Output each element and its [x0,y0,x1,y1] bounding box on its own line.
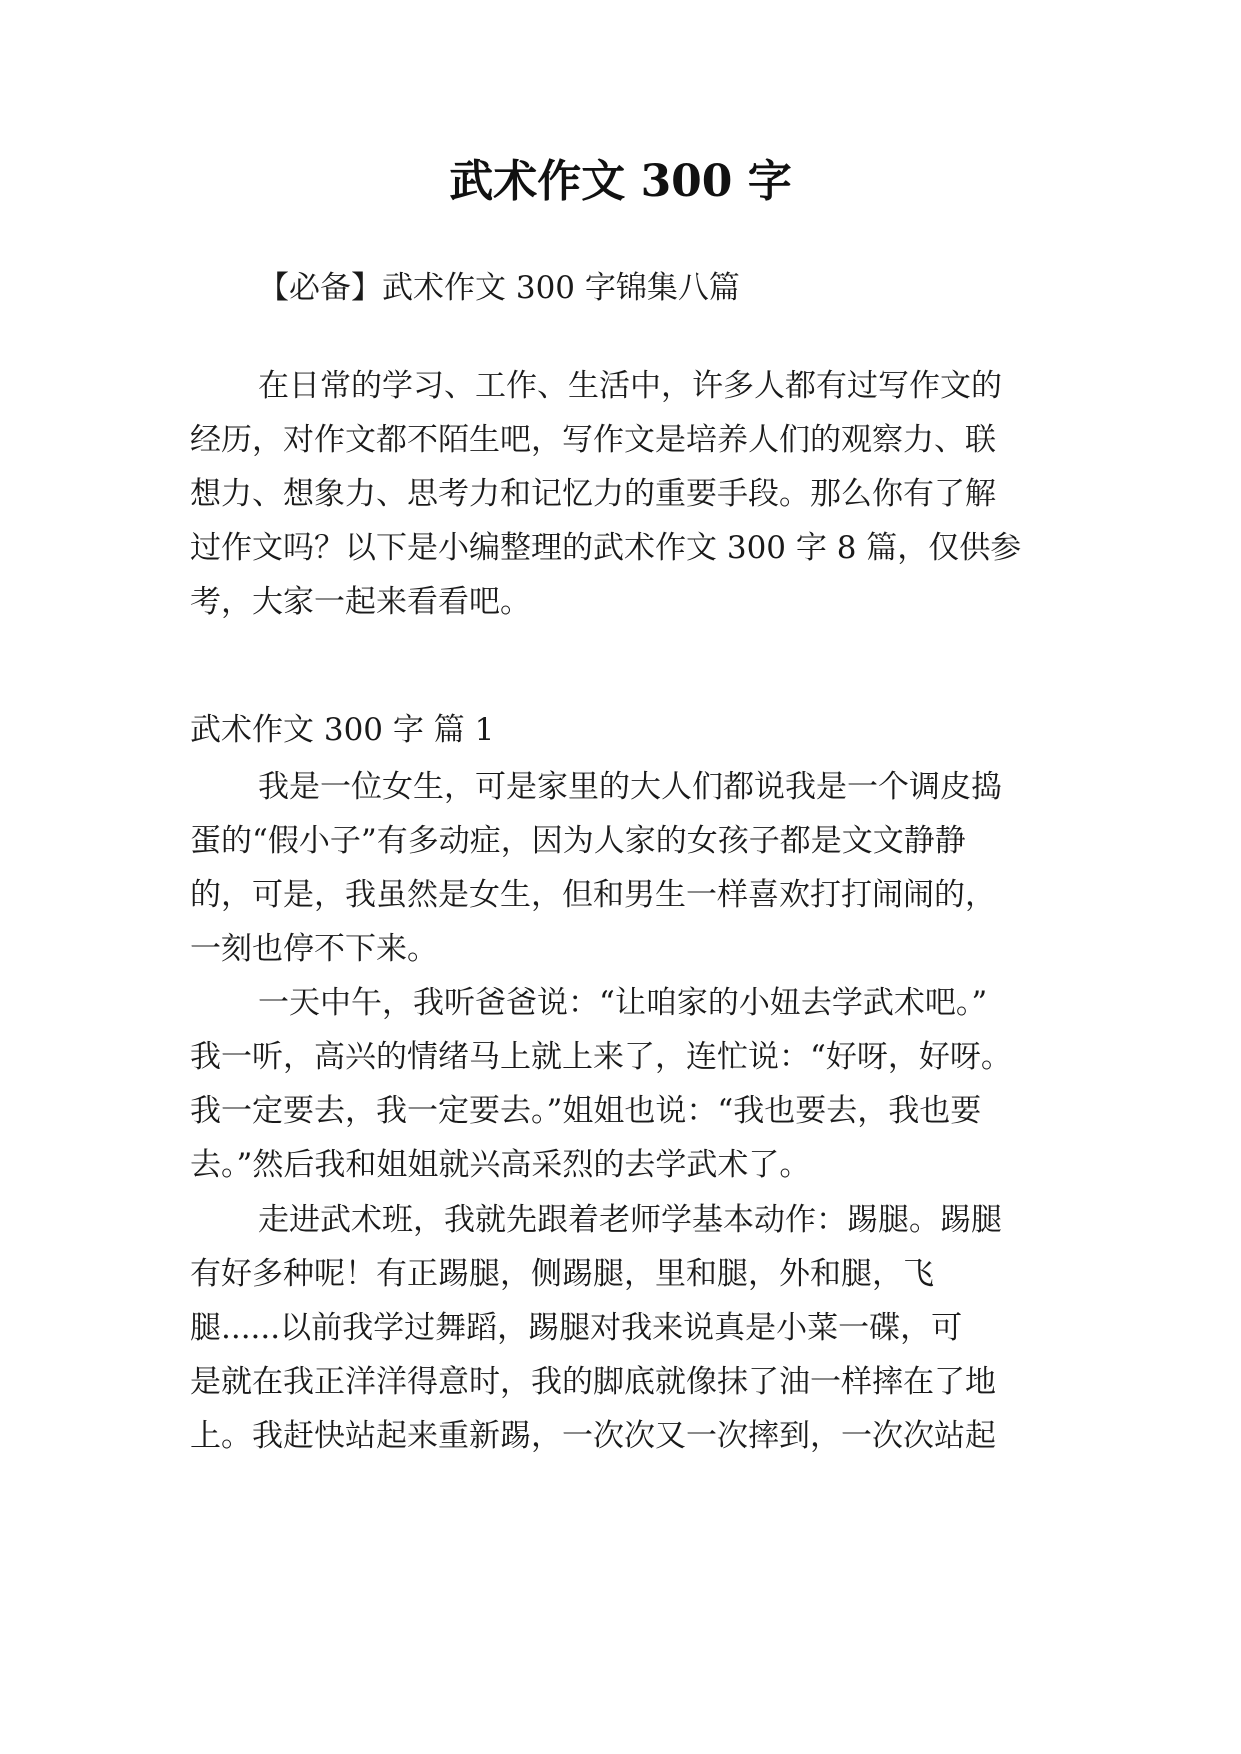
paragraph-line: 有好多种呢！有正踢腿，侧踢腿，里和腿，外和腿，飞 [190,1256,934,1292]
paragraph-line: 我一定要去，我一定要去。”姐姐也说：“我也要去，我也要 [190,1093,982,1129]
paragraph-line: 一天中午，我听爸爸说：“让咱家的小妞去学武术吧。” [258,985,988,1021]
paragraph-line: 上。我赶快站起来重新踢，一次次又一次摔到，一次次站起 [190,1418,996,1454]
paragraph-line: 走进武术班，我就先跟着老师学基本动作：踢腿。踢腿 [258,1202,1002,1238]
paragraph-line: 我是一位女生，可是家里的大人们都说我是一个调皮捣 [258,769,1002,805]
intro-line: 考，大家一起来看看吧。 [190,584,531,620]
paragraph-line: 的，可是，我虽然是女生，但和男生一样喜欢打打闹闹的， [190,877,996,913]
paragraph-line: 是就在我正洋洋得意时，我的脚底就像抹了油一样摔在了地 [190,1364,996,1400]
paragraph-line: 腿......以前我学过舞蹈，踢腿对我来说真是小菜一碟，可 [190,1310,963,1346]
paragraph-line: 一刻也停不下来。 [190,931,438,967]
section-heading: 武术作文 300 字 篇 1 [190,712,495,748]
subtitle: 【必备】武术作文 300 字锦集八篇 [258,270,740,306]
intro-line: 在日常的学习、工作、生活中，许多人都有过写作文的 [258,368,1002,404]
page-title: 武术作文 300 字 [449,156,792,207]
paragraph-line: 我一听，高兴的情绪马上就上来了，连忙说：“好呀，好呀。 [190,1039,1012,1075]
paragraph-line: 去。”然后我和姐姐就兴高采烈的去学武术了。 [190,1147,811,1183]
intro-line: 经历，对作文都不陌生吧，写作文是培养人们的观察力、联 [190,422,996,458]
intro-line: 过作文吗？以下是小编整理的武术作文 300 字 8 篇，仅供参 [190,530,1022,566]
intro-line: 想力、想象力、思考力和记忆力的重要手段。那么你有了解 [190,476,996,512]
paragraph-line: 蛋的“假小子”有多动症，因为人家的女孩子都是文文静静 [190,823,966,859]
